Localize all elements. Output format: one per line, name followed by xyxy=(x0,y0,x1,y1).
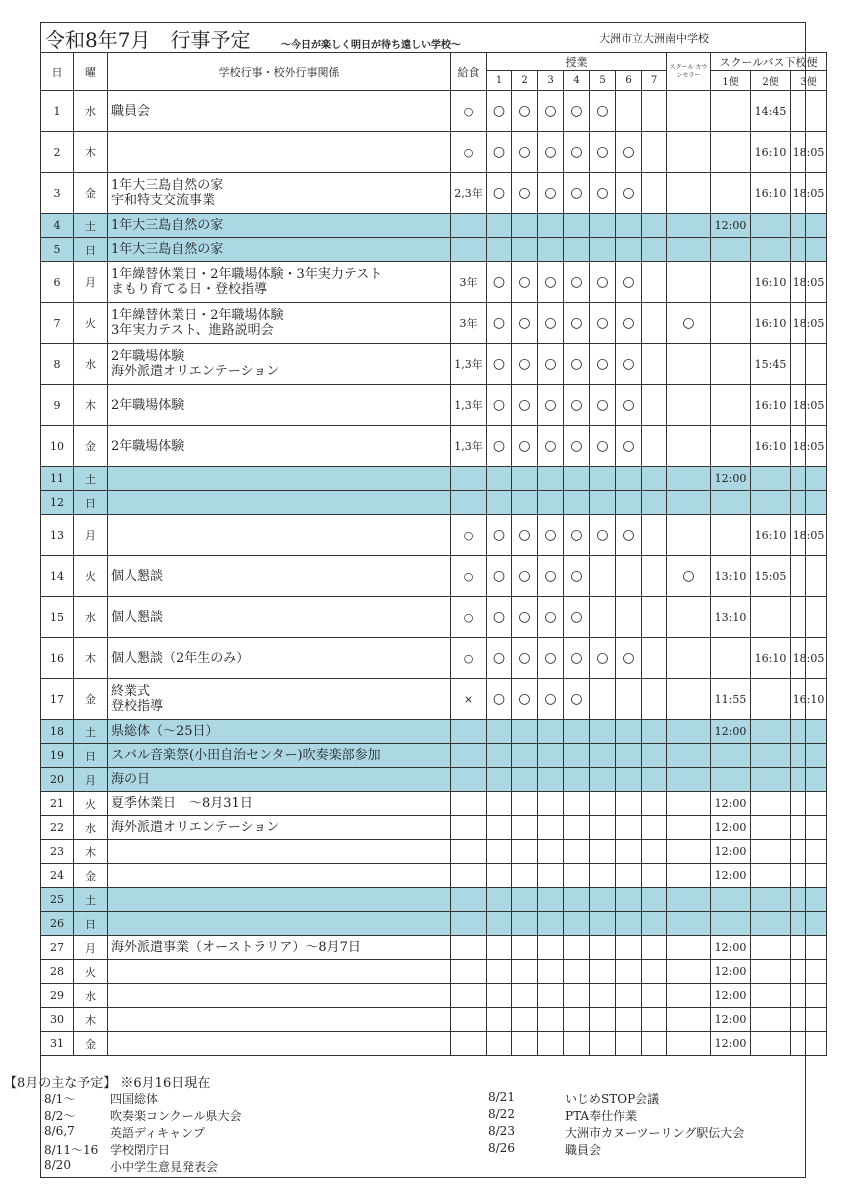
footer-date: 8/21 xyxy=(488,1090,515,1104)
event-line: 個人懇談（2年生のみ） xyxy=(111,650,250,666)
footer-date: 8/1～ xyxy=(44,1092,76,1106)
weekday-cell: 月 xyxy=(74,515,108,556)
col-day: 日 xyxy=(41,53,74,91)
lunch-cell: ○ xyxy=(451,556,487,597)
weekday-cell: 金 xyxy=(74,679,108,720)
event-line: まもり育てる日・登校指導 xyxy=(111,282,268,297)
bus-time-cell: 13:10 xyxy=(711,556,751,597)
bus-time-cell: 18:05 xyxy=(791,262,827,303)
event-line: 県総体（～25日） xyxy=(111,724,219,739)
period-3-header: 3 xyxy=(538,71,564,91)
day-cell: 1 xyxy=(41,91,74,132)
bus-time-cell: 11:55 xyxy=(711,679,751,720)
footer-date: 8/20 xyxy=(44,1158,71,1172)
lunch-cell: 3年 xyxy=(451,303,487,344)
bus-time-cell: 12:00 xyxy=(711,936,751,960)
day-cell: 15 xyxy=(41,597,74,638)
col-events: 学校行事・校外行事関係 xyxy=(108,53,451,91)
school-name: 大洲市立大洲南中学校 xyxy=(599,32,709,45)
day-cell: 10 xyxy=(41,426,74,467)
class-period-cell: ○ xyxy=(538,262,564,303)
class-period-cell: ○ xyxy=(564,426,590,467)
weekday-cell: 土 xyxy=(74,467,108,491)
day-cell: 8 xyxy=(41,344,74,385)
bus-time-cell: 16:10 xyxy=(751,303,791,344)
event-line: 1年大三島自然の家 xyxy=(111,218,224,233)
day-cell: 23 xyxy=(41,840,74,864)
lunch-cell: ○ xyxy=(451,597,487,638)
footer-event: PTA奉仕作業 xyxy=(565,1109,638,1123)
class-period-cell: ○ xyxy=(512,385,538,426)
weekday-cell: 金 xyxy=(74,426,108,467)
class-period-cell: ○ xyxy=(616,344,642,385)
class-period-cell: ○ xyxy=(538,132,564,173)
footer-event: いじめSTOP会議 xyxy=(565,1092,660,1106)
footer-date: 8/11～16 xyxy=(44,1143,99,1157)
day-cell: 14 xyxy=(41,556,74,597)
event-line: 3年実力テスト、進路説明会 xyxy=(111,323,274,338)
event-line: 2年職場体験 xyxy=(111,397,185,413)
weekday-cell: 日 xyxy=(74,744,108,768)
bus-time-cell: 18:05 xyxy=(791,385,827,426)
bus-time-cell: 18:05 xyxy=(791,173,827,214)
class-period-cell: ○ xyxy=(512,173,538,214)
class-period-cell: ○ xyxy=(616,385,642,426)
class-period-cell: ○ xyxy=(590,426,616,467)
day-cell: 11 xyxy=(41,467,74,491)
event-line: 1年大三島自然の家 xyxy=(111,242,224,257)
weekday-cell: 水 xyxy=(74,344,108,385)
day-cell: 26 xyxy=(41,912,74,936)
event-line: 終業式 xyxy=(111,684,151,699)
class-period-cell: ○ xyxy=(538,385,564,426)
class-period-cell: ○ xyxy=(564,679,590,720)
class-period-cell: ○ xyxy=(487,638,512,679)
day-cell: 16 xyxy=(41,638,74,679)
class-period-cell: ○ xyxy=(538,515,564,556)
bus-time-cell: 16:10 xyxy=(751,638,791,679)
weekday-cell: 月 xyxy=(74,768,108,792)
bus-time-cell: 18:05 xyxy=(791,515,827,556)
class-period-cell: ○ xyxy=(538,556,564,597)
lunch-cell: ○ xyxy=(451,638,487,679)
class-period-cell: ○ xyxy=(590,303,616,344)
weekday-cell: 水 xyxy=(74,816,108,840)
class-period-cell: ○ xyxy=(590,132,616,173)
day-cell: 4 xyxy=(41,214,74,238)
period-5-header: 5 xyxy=(590,71,616,91)
weekday-cell: 水 xyxy=(74,597,108,638)
page-title: 令和8年7月 行事予定 xyxy=(45,28,251,52)
class-period-cell: ○ xyxy=(487,173,512,214)
class-period-cell: ○ xyxy=(538,426,564,467)
day-cell: 18 xyxy=(41,720,74,744)
footer-event: 四国総体 xyxy=(110,1092,159,1106)
class-period-cell: ○ xyxy=(616,303,642,344)
class-period-cell: ○ xyxy=(487,597,512,638)
bus-time-cell: 12:00 xyxy=(711,984,751,1008)
class-period-cell: ○ xyxy=(487,556,512,597)
lunch-cell: 3年 xyxy=(451,262,487,303)
weekday-cell: 木 xyxy=(74,1008,108,1032)
event-line: 1年繰替休業日・2年職場体験・3年実力テスト xyxy=(111,267,383,282)
bus-time-cell: 12:00 xyxy=(711,467,751,491)
weekday-cell: 水 xyxy=(74,91,108,132)
day-cell: 31 xyxy=(41,1032,74,1056)
event-line: 海外派遣事業（オーストラリア）～8月7日 xyxy=(111,940,361,955)
weekday-cell: 木 xyxy=(74,385,108,426)
class-period-cell: ○ xyxy=(487,344,512,385)
class-period-cell: ○ xyxy=(487,385,512,426)
period-4-header: 4 xyxy=(564,71,590,91)
day-cell: 30 xyxy=(41,1008,74,1032)
bus-time-cell: 16:10 xyxy=(751,385,791,426)
lunch-cell: 1,3年 xyxy=(451,426,487,467)
col-classes: 授業 xyxy=(487,53,667,71)
weekday-cell: 土 xyxy=(74,214,108,238)
class-period-cell: ○ xyxy=(564,385,590,426)
weekday-cell: 水 xyxy=(74,984,108,1008)
bus-time-cell: 12:00 xyxy=(711,960,751,984)
bus-run-1-header: 1便 xyxy=(711,71,751,91)
class-period-cell: ○ xyxy=(512,91,538,132)
bus-time-cell: 15:45 xyxy=(751,344,791,385)
class-period-cell: ○ xyxy=(538,173,564,214)
period-2-header: 2 xyxy=(512,71,538,91)
class-period-cell: ○ xyxy=(590,173,616,214)
event-line: 1年大三島自然の家 xyxy=(111,178,224,193)
class-period-cell: ○ xyxy=(564,344,590,385)
class-period-cell: ○ xyxy=(512,303,538,344)
class-period-cell: ○ xyxy=(538,597,564,638)
bus-time-cell: 12:00 xyxy=(711,720,751,744)
period-1-header: 1 xyxy=(487,71,512,91)
class-period-cell: ○ xyxy=(512,426,538,467)
col-weekday: 曜 xyxy=(74,53,108,91)
col-counselor: スクール カウンセラー xyxy=(667,53,711,91)
class-period-cell: ○ xyxy=(487,679,512,720)
day-cell: 7 xyxy=(41,303,74,344)
period-7-header: 7 xyxy=(642,71,667,91)
weekday-cell: 日 xyxy=(74,491,108,515)
weekday-cell: 月 xyxy=(74,262,108,303)
day-cell: 5 xyxy=(41,238,74,262)
bus-time-cell: 12:00 xyxy=(711,864,751,888)
bus-time-cell: 16:10 xyxy=(751,262,791,303)
weekday-cell: 火 xyxy=(74,960,108,984)
class-period-cell: ○ xyxy=(538,344,564,385)
bus-time-cell: 13:10 xyxy=(711,597,751,638)
class-period-cell: ○ xyxy=(487,91,512,132)
bus-run-3-header: 3便 xyxy=(791,71,827,91)
bus-time-cell: 16:10 xyxy=(791,679,827,720)
footer-event: 小中学生意見発表会 xyxy=(110,1160,219,1174)
event-line: 個人懇談 xyxy=(111,568,164,584)
class-period-cell: ○ xyxy=(512,515,538,556)
bus-time-cell: 12:00 xyxy=(711,214,751,238)
counselor-cell: ○ xyxy=(667,303,711,344)
footer-date: 8/22 xyxy=(488,1107,515,1121)
weekday-cell: 日 xyxy=(74,238,108,262)
class-period-cell: ○ xyxy=(487,426,512,467)
day-cell: 3 xyxy=(41,173,74,214)
class-period-cell: ○ xyxy=(616,426,642,467)
class-period-cell: ○ xyxy=(564,597,590,638)
weekday-cell: 月 xyxy=(74,936,108,960)
bus-time-cell: 12:00 xyxy=(711,816,751,840)
class-period-cell: ○ xyxy=(538,638,564,679)
day-cell: 22 xyxy=(41,816,74,840)
event-line: 宇和特支交流事業 xyxy=(111,193,216,208)
class-period-cell: ○ xyxy=(564,638,590,679)
class-period-cell: ○ xyxy=(616,173,642,214)
class-period-cell: ○ xyxy=(590,91,616,132)
col-bus: スクールバス下校便 xyxy=(711,53,827,71)
bus-time-cell: 14:45 xyxy=(751,91,791,132)
footer-event: 職員会 xyxy=(565,1143,602,1157)
class-period-cell: ○ xyxy=(564,173,590,214)
lunch-cell: × xyxy=(451,679,487,720)
footer-event: 英語ディキャンプ xyxy=(110,1126,206,1140)
day-cell: 24 xyxy=(41,864,74,888)
class-period-cell: ○ xyxy=(512,638,538,679)
weekday-cell: 金 xyxy=(74,1032,108,1056)
weekday-cell: 土 xyxy=(74,888,108,912)
footer-date: 8/6,7 xyxy=(44,1124,75,1138)
day-cell: 29 xyxy=(41,984,74,1008)
lunch-cell: 1,3年 xyxy=(451,385,487,426)
lunch-cell: ○ xyxy=(451,132,487,173)
day-cell: 12 xyxy=(41,491,74,515)
bus-time-cell: 18:05 xyxy=(791,426,827,467)
bus-time-cell: 18:05 xyxy=(791,638,827,679)
day-cell: 6 xyxy=(41,262,74,303)
day-cell: 2 xyxy=(41,132,74,173)
day-cell: 19 xyxy=(41,744,74,768)
lunch-cell: 2,3年 xyxy=(451,173,487,214)
weekday-cell: 日 xyxy=(74,912,108,936)
event-line: 海外派遣オリエンテーション xyxy=(111,364,280,379)
bus-time-cell: 18:05 xyxy=(791,303,827,344)
class-period-cell: ○ xyxy=(512,597,538,638)
class-period-cell: ○ xyxy=(564,556,590,597)
class-period-cell: ○ xyxy=(487,262,512,303)
event-line: 1年繰替休業日・2年職場体験 xyxy=(111,308,284,323)
class-period-cell: ○ xyxy=(538,679,564,720)
class-period-cell: ○ xyxy=(616,262,642,303)
weekday-cell: 金 xyxy=(74,173,108,214)
period-6-header: 6 xyxy=(616,71,642,91)
class-period-cell: ○ xyxy=(487,515,512,556)
weekday-cell: 木 xyxy=(74,132,108,173)
class-period-cell: ○ xyxy=(590,344,616,385)
day-cell: 20 xyxy=(41,768,74,792)
event-line: 海の日 xyxy=(111,772,151,787)
lunch-cell: ○ xyxy=(451,91,487,132)
event-line: 個人懇談 xyxy=(111,609,164,625)
class-period-cell: ○ xyxy=(590,262,616,303)
bus-time-cell: 12:00 xyxy=(711,792,751,816)
class-period-cell: ○ xyxy=(538,91,564,132)
class-period-cell: ○ xyxy=(512,132,538,173)
event-line: 海外派遣オリエンテーション xyxy=(111,820,280,835)
bus-time-cell: 16:10 xyxy=(751,173,791,214)
class-period-cell: ○ xyxy=(590,515,616,556)
event-line: 2年職場体験 xyxy=(111,349,185,364)
class-period-cell: ○ xyxy=(538,303,564,344)
class-period-cell: ○ xyxy=(487,132,512,173)
footer-heading: 【8月の主な予定】 ※6月16日現在 xyxy=(4,1076,211,1091)
event-line: スバル音楽祭(小田自治センター)吹奏楽部参加 xyxy=(111,748,381,763)
weekday-cell: 木 xyxy=(74,638,108,679)
class-period-cell: ○ xyxy=(564,515,590,556)
class-period-cell: ○ xyxy=(564,262,590,303)
day-cell: 27 xyxy=(41,936,74,960)
bus-time-cell: 12:00 xyxy=(711,840,751,864)
class-period-cell: ○ xyxy=(512,556,538,597)
footer-event: 学校閉庁日 xyxy=(110,1143,171,1157)
day-cell: 28 xyxy=(41,960,74,984)
footer-date: 8/26 xyxy=(488,1141,515,1155)
day-cell: 17 xyxy=(41,679,74,720)
footer-event: 吹奏楽コンクール県大会 xyxy=(110,1109,242,1123)
weekday-cell: 火 xyxy=(74,792,108,816)
weekday-cell: 金 xyxy=(74,864,108,888)
page-subtitle: ～今日が楽しく明日が待ち遠しい学校～ xyxy=(281,40,461,51)
weekday-cell: 火 xyxy=(74,556,108,597)
weekday-cell: 火 xyxy=(74,303,108,344)
bus-time-cell: 16:10 xyxy=(751,426,791,467)
bus-time-cell: 12:00 xyxy=(711,1008,751,1032)
event-line: 登校指導 xyxy=(111,699,164,714)
class-period-cell: ○ xyxy=(616,638,642,679)
day-cell: 9 xyxy=(41,385,74,426)
weekday-cell: 木 xyxy=(74,840,108,864)
bus-time-cell: 15:05 xyxy=(751,556,791,597)
event-line: 2年職場体験 xyxy=(111,438,185,454)
day-cell: 13 xyxy=(41,515,74,556)
footer-date: 8/2～ xyxy=(44,1109,76,1123)
bus-time-cell: 12:00 xyxy=(711,1032,751,1056)
footer-date: 8/23 xyxy=(488,1124,515,1138)
lunch-cell: 1,3年 xyxy=(451,344,487,385)
bus-time-cell: 16:10 xyxy=(751,132,791,173)
class-period-cell: ○ xyxy=(512,679,538,720)
class-period-cell: ○ xyxy=(512,344,538,385)
class-period-cell: ○ xyxy=(616,515,642,556)
bus-time-cell: 16:10 xyxy=(751,515,791,556)
event-line: 職員会 xyxy=(111,103,151,119)
class-period-cell: ○ xyxy=(564,303,590,344)
page-frame xyxy=(40,22,806,1178)
class-period-cell: ○ xyxy=(512,262,538,303)
footer-event: 大洲市カヌーツーリング駅伝大会 xyxy=(565,1126,745,1140)
day-cell: 25 xyxy=(41,888,74,912)
class-period-cell: ○ xyxy=(487,303,512,344)
lunch-cell: ○ xyxy=(451,515,487,556)
class-period-cell: ○ xyxy=(564,91,590,132)
weekday-cell: 土 xyxy=(74,720,108,744)
bus-run-2-header: 2便 xyxy=(751,71,791,91)
class-period-cell: ○ xyxy=(590,385,616,426)
class-period-cell: ○ xyxy=(564,132,590,173)
event-line: 夏季休業日 ～8月31日 xyxy=(111,796,253,811)
class-period-cell: ○ xyxy=(616,132,642,173)
bus-time-cell: 18:05 xyxy=(791,132,827,173)
col-lunch: 給食 xyxy=(451,53,487,91)
counselor-cell: ○ xyxy=(667,556,711,597)
class-period-cell: ○ xyxy=(590,638,616,679)
day-cell: 21 xyxy=(41,792,74,816)
